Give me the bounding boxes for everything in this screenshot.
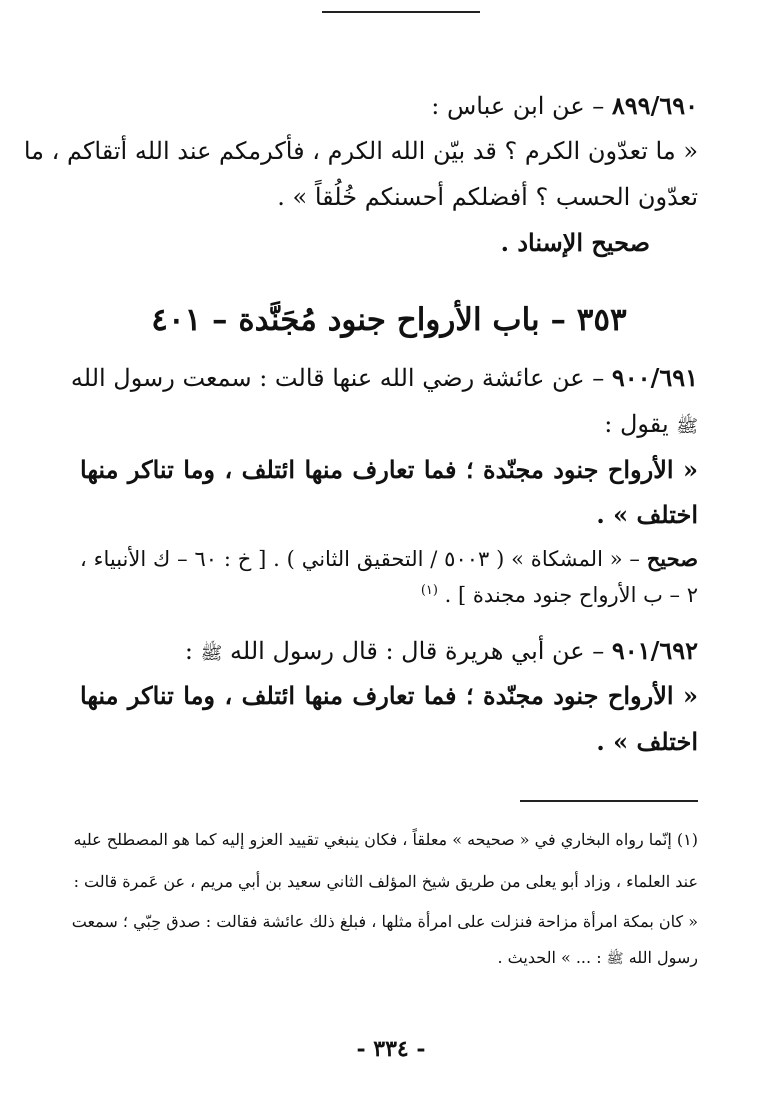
hadith-692-narrator: – عن أبي هريرة قال : قال رسول الله	[230, 637, 612, 665]
salla-ligature-footnote: ﷺ	[606, 951, 624, 967]
hadith-691-intro-line1	[70, 363, 698, 393]
hadith-692-number: ٩٠١/٦٩٢	[611, 636, 698, 665]
hadith-692-colon: :	[184, 637, 201, 665]
hadith-690-narrator: – عن ابن عباس :	[431, 92, 612, 120]
hadith-691-grade-ref2: ٢ – ب الأرواح جنود مجندة ] .	[444, 583, 698, 607]
hadith-691-grade-ref: – « المشكاة » ( ٥٠٠٣ / التحقيق الثاني ) . [ خ : ٦٠ – ك الأنبياء ،	[80, 547, 647, 571]
hadith-691-grade-line1	[80, 546, 698, 572]
page-number: - ٣٣٤ -	[356, 1036, 426, 1062]
hadith-691-says: يقول :	[604, 410, 677, 438]
hadith-690-intro	[431, 92, 698, 121]
footnote-marker: (١)	[420, 583, 438, 598]
hadith-690-text-line1: « ما تعدّون الكرم ؟ قد بيّن الله الكرم ، فأكرمكم عند الله أتقاكم ، ما	[23, 137, 698, 165]
hadith-691-number: ٩٠٠/٦٩١	[611, 363, 698, 392]
hadith-691-text-line2: اختلف » .	[596, 500, 698, 529]
hadith-692-text-line2: اختلف » .	[596, 727, 698, 756]
hadith-690-text-line2: تعدّون الحسب ؟ أفضلكم أحسنكم خُلُقاً » .	[277, 183, 698, 211]
hadith-690-number: ٨٩٩/٦٩٠	[611, 91, 698, 120]
hadith-692-intro	[185, 637, 698, 666]
footnote-line2: عند العلماء ، وزاد أبو يعلى من طريق شيخ المؤلف الثاني سعيد بن أبي مريم ، عن عَمرة قالت :	[73, 872, 698, 891]
hadith-691-grade-line2	[421, 583, 698, 608]
footnote-line4-end: : ... » الحديث .	[497, 948, 607, 967]
footnote-rule	[520, 800, 698, 802]
footnote-line3: « كان بمكة امرأة مزاحة فنزلت على امرأة مثلها ، فبلغ ذلك عائشة فقالت : صدق حِبّي ؛ سمعت	[71, 912, 698, 931]
hadith-691-grade-word: صحيح	[646, 546, 699, 571]
hadith-690-grade: صحيح الإسناد .	[500, 228, 650, 257]
hadith-691-intro-line2	[604, 410, 698, 439]
hadith-692-text-line1: « الأرواح جنود مجنّدة ؛ فما تعارف منها ائتلف ، وما تناكر منها	[80, 681, 698, 710]
footnote-line1: (١) إنّما رواه البخاري في « صحيحه » معلقاً ، فكان ينبغي تقييد العزو إليه كما هو المصطلح عليه	[73, 830, 698, 849]
hadith-691-text-line1: « الأرواح جنود مجنّدة ؛ فما تعارف منها ائتلف ، وما تناكر منها	[80, 455, 698, 484]
salla-ligature-691: ﷺ	[676, 416, 698, 437]
salla-ligature-692: ﷺ	[200, 643, 223, 664]
footnote-line4	[498, 948, 699, 968]
top-rule	[322, 11, 480, 13]
hadith-691-narrator: – عن عائشة رضي الله عنها قالت : سمعت رسول الله	[70, 364, 612, 392]
footnote-line4-start: رسول الله	[628, 948, 698, 967]
chapter-heading: ٣٥٣ – باب الأرواح جنود مُجَنَّدة – ٤٠١	[151, 302, 627, 338]
